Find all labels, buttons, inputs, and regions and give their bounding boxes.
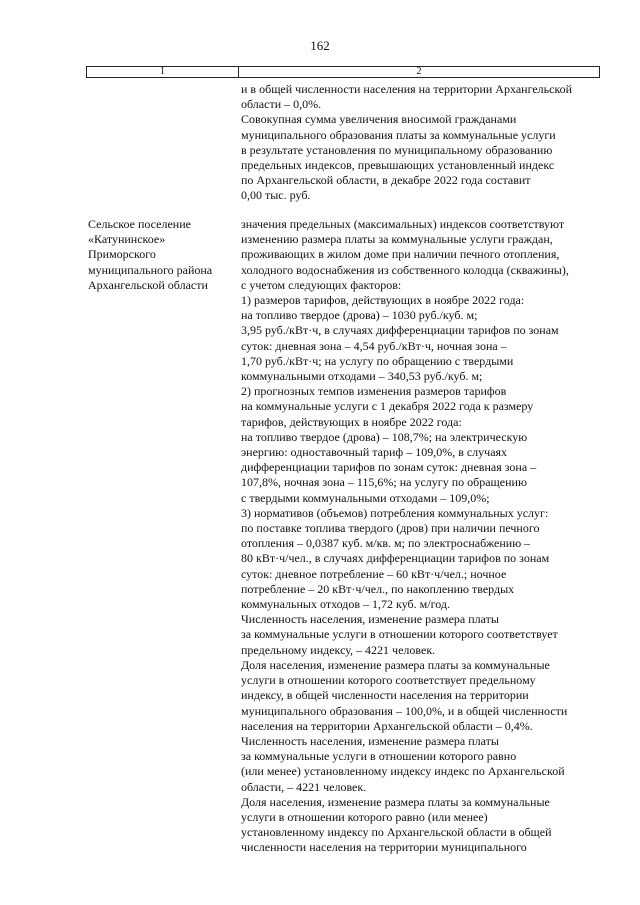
text-line: холодного водоснабжения из собственного колодца (скважины),	[241, 262, 569, 277]
column-header-1: 1	[87, 67, 239, 78]
text-line: области – 0,0%.	[241, 97, 322, 112]
text-line: Численность населения, изменение размера платы	[241, 733, 499, 748]
text-line: предельному индексу, – 4221 человек.	[241, 642, 436, 657]
text-line: на коммунальные услуги с 1 декабря 2022 года к размеру	[241, 399, 534, 414]
text-line: коммунальными отходами – 340,53 руб./куб. м;	[241, 369, 483, 384]
text-line: потребление – 20 кВт·ч/чел., по накоплению твердых	[241, 581, 515, 596]
text-line: по Архангельской области, в декабре 2022 года составит	[241, 173, 531, 188]
text-line: Сельское поселение	[88, 217, 191, 231]
text-line: 80 кВт·ч/чел., в случаях дифференциации тарифов по зонам	[241, 551, 550, 566]
text-line: на топливо твердое (дрова) – 1030 руб./куб. м;	[241, 308, 478, 323]
text-line: суток: дневная зона – 4,54 руб./кВт·ч, ночная зона –	[241, 338, 507, 353]
text-line: Совокупная сумма увеличения вносимой гражданами	[241, 112, 517, 127]
text-line: суток: дневное потребление – 60 кВт·ч/чел.; ночное	[241, 566, 507, 581]
page-number: 162	[310, 38, 330, 53]
text-line: 3,95 руб./кВт·ч, в случаях дифференциации тарифов по зонам	[241, 323, 559, 338]
text-line: услуги в отношении которого соответствует предельному	[241, 673, 536, 688]
text-line: индексу, в общей численности населения на территории	[241, 688, 529, 703]
text-line: проживающих в жилом доме при наличии печного отопления,	[241, 247, 560, 262]
text-line: с твердыми коммунальными отходами – 109,0%;	[241, 490, 490, 505]
text-line: Доля населения, изменение размера платы за коммунальные	[241, 657, 550, 672]
text-line: (или менее) установленному индексу индекс по Архангельской	[241, 764, 565, 779]
text-line: энергию: одноставочный тариф – 109,0%, в случаях	[241, 445, 508, 460]
text-line: в результате установления по муниципальному образованию	[241, 142, 553, 157]
text-line: за коммунальные услуги в отношении которого равно	[241, 749, 517, 764]
text-line: тарифов, действующих в ноябре 2022 года:	[241, 414, 462, 429]
text-line: муниципального района	[88, 262, 213, 277]
text-line: коммунальных отходов – 1,72 куб. м/год.	[241, 597, 450, 612]
text-line: изменению размера платы за коммунальные услуги граждан,	[241, 232, 553, 247]
text-line: Доля населения, изменение размера платы за коммунальные	[241, 794, 550, 809]
text-line: 3) нормативов (объемов) потребления коммунальных услуг:	[241, 505, 549, 520]
column-header-2: 2	[239, 67, 600, 78]
text-line: с учетом следующих факторов:	[241, 277, 402, 292]
text-line: муниципального образования – 100,0%, и в общей численности	[241, 703, 568, 718]
municipality-name	[88, 217, 238, 293]
text-line: Приморского	[88, 247, 156, 262]
text-line: Архангельской области	[88, 277, 208, 292]
text-line: 107,8%, ночная зона – 115,6%; на услугу по обращению	[241, 475, 527, 490]
text-line: 1,70 руб./кВт·ч; на услугу по обращению с твердыми	[241, 353, 514, 368]
text-line: предельных индексов, превышающих установленный индекс	[241, 158, 555, 173]
text-line: услуги в отношении которого равно (или менее)	[241, 809, 488, 824]
text-line: области, – 4221 человек.	[241, 779, 367, 794]
column-header-table	[86, 66, 600, 78]
text-line: по поставке топлива твердого (дров) при наличии печного	[241, 521, 540, 536]
text-line: «Катунинское»	[88, 232, 166, 247]
text-line: численности населения на территории муниципального	[241, 840, 527, 855]
text-line: населения на территории Архангельской области – 0,4%.	[241, 718, 533, 733]
text-line: отопления – 0,0387 куб. м/кв. м; по электроснабжению –	[241, 536, 531, 551]
index-description-block	[241, 217, 603, 856]
text-line: и в общей численности населения на территории Архангельской	[241, 82, 573, 96]
text-line: 1) размеров тарифов, действующих в ноябре 2022 года:	[241, 293, 525, 308]
text-line: Численность населения, изменение размера платы	[241, 612, 499, 627]
text-line: на топливо твердое (дрова) – 108,7%; на электрическую	[241, 429, 528, 444]
text-line: значения предельных (максимальных) индексов соответствуют	[241, 217, 565, 231]
continued-text-block	[241, 82, 603, 204]
text-line: 0,00 тыс. руб.	[241, 188, 311, 203]
text-line: 2) прогнозных темпов изменения размеров тарифов	[241, 384, 507, 399]
text-line: дифференциации тарифов по зонам суток: дневная зона –	[241, 460, 537, 475]
text-line: за коммунальные услуги в отношении которого соответствует	[241, 627, 558, 642]
text-line: муниципального образования платы за коммунальные услуги	[241, 127, 556, 142]
text-line: установленному индексу по Архангельской области в общей	[241, 825, 552, 840]
